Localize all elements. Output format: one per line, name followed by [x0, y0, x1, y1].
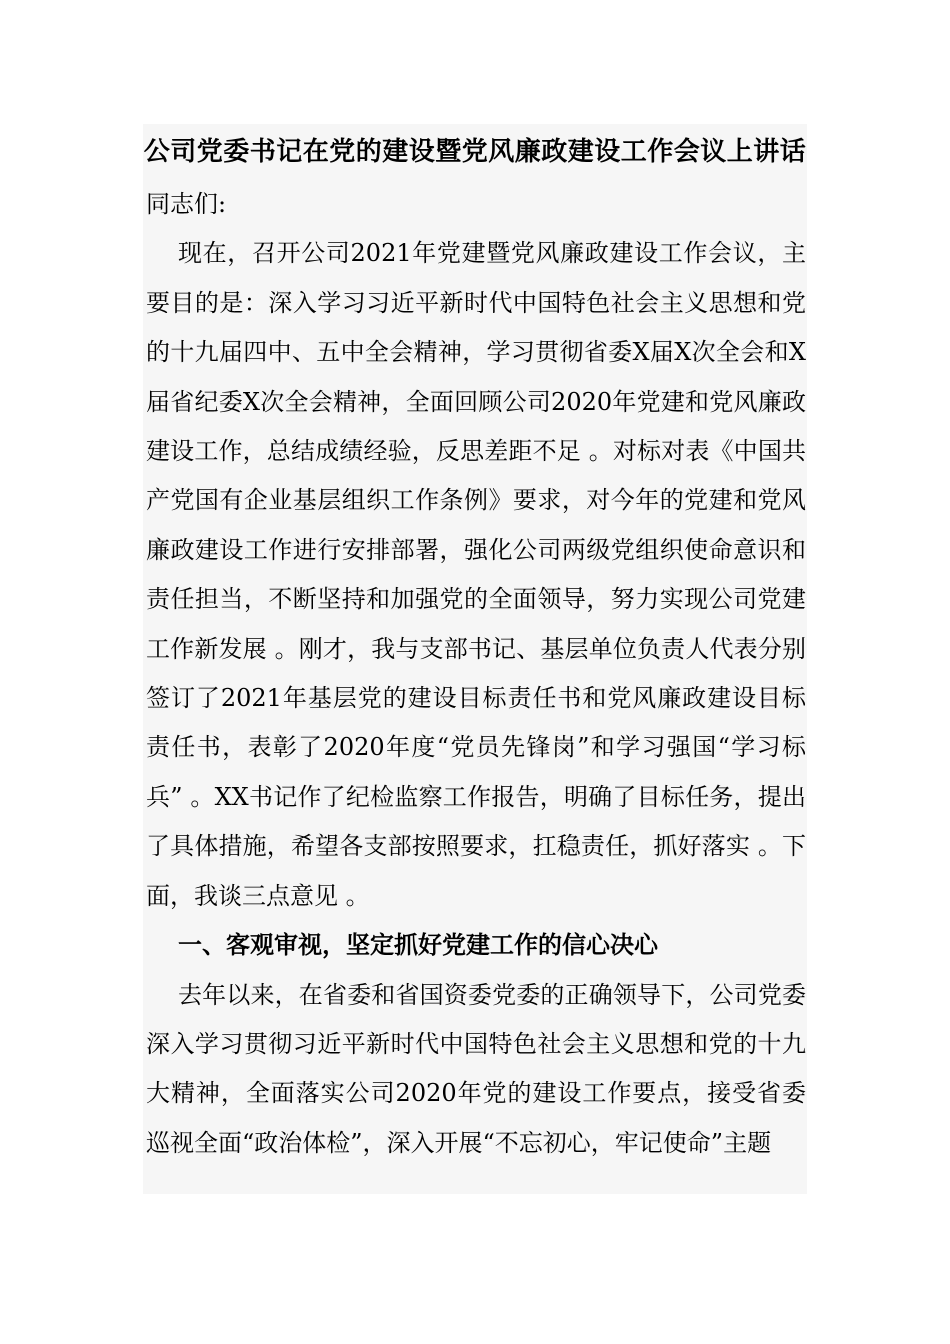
document-body — [146, 180, 806, 1168]
section-heading-1: 一、客观审视，坚定抓好党建工作的信心决心 — [178, 931, 658, 960]
document-title: 公司党委书记在党的建设暨党风廉政建设工作会议上讲话 — [143, 137, 807, 167]
paragraph-intro: 现在，召开公司2021年党建暨党风廉政建设工作会议，主要目的是：深入学习习近平新时代中国特色社会主义思想和党的十九届四中、五中全会精神，学习贯彻省委X届X次全会和X届省纪委X次全会精神，全面回顾公司2020年党建和党风廉政建设工作，总结成绩经验，反思差距不足 。对标对表《中国共产党国有企业基层组织工作条例》要求，对今年的党建和党风廉政建设工作进行安排部署，强化公司两级党组织使命意识和责任担当，不断坚持和加强党的全面领导，努力实现公司党建工作新发展 。刚才，我与支部书记、基层单位负责人代表分别签订了2021年基层党的建设目标责任书和党风廉政建设目标责任书，表彰了2020年度“党员先锋岗”和学习强国“学习标兵” 。XX书记作了纪检监察工作报告，明确了目标任务，提出了具体措施，希望各支部按照要求，扛稳责任，抓好落实 。下面，我谈三点意见 。 — [146, 239, 806, 910]
paragraph-section-1: 去年以来，在省委和省国资委党委的正确领导下，公司党委深入学习贯彻习近平新时代中国特色社会主义思想和党的十九大精神，全面落实公司2020年党的建设工作要点，接受省委巡视全面“政治体检”，深入开展“不忘初心，牢记使命”主题 — [146, 980, 806, 1157]
salutation: 同志们: — [146, 190, 227, 218]
